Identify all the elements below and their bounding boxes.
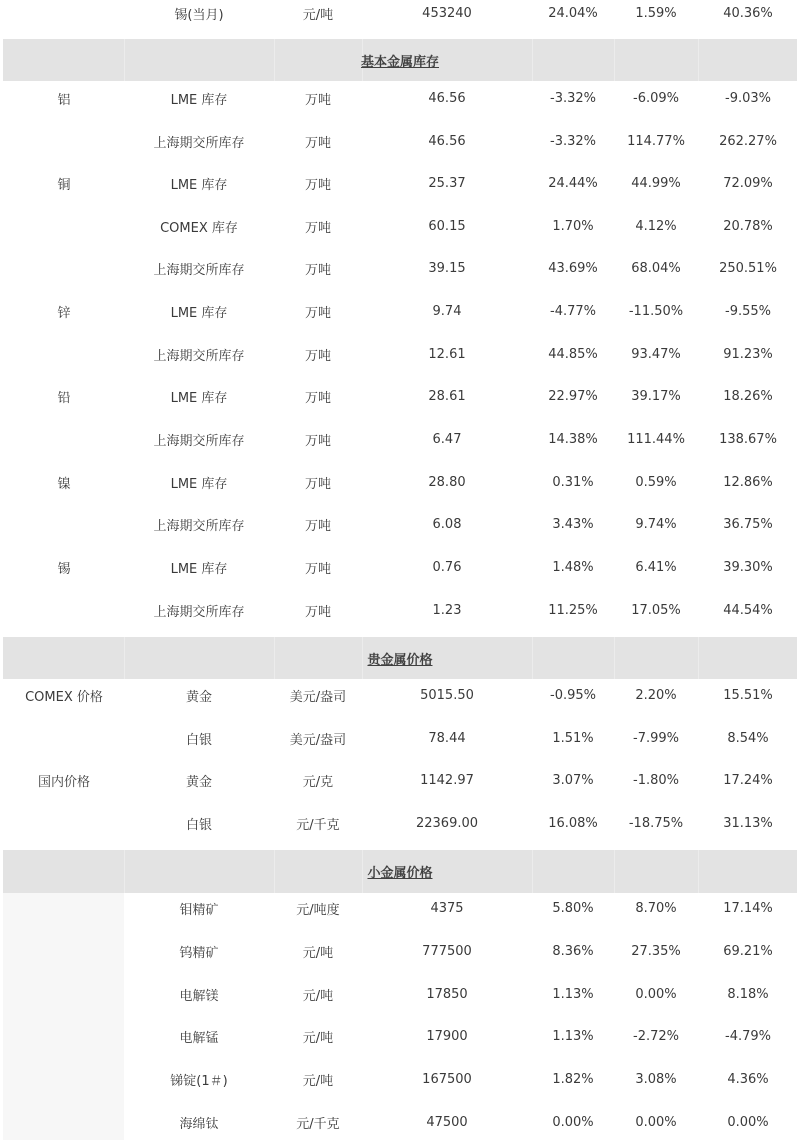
item-cell: 上海期交所库存 [153,135,245,151]
change-1-cell: 44.85% [548,346,598,362]
value-cell: 6.47 [432,431,462,447]
change-2-cell: 27.35% [631,943,681,959]
unit-cell: 元/吨 [302,1030,334,1046]
change-2-cell: 4.12% [635,218,677,234]
change-2-cell: 6.41% [635,559,677,575]
change-2-cell: 9.74% [635,516,677,532]
change-2-cell: 17.05% [631,602,681,618]
change-1-cell: 0.31% [552,474,594,490]
change-1-cell: -4.77% [550,303,596,319]
group-cell: 锡 [57,561,71,577]
change-1-cell: 1.48% [552,559,594,575]
table-row [0,550,803,584]
change-2-cell: 0.59% [635,474,677,490]
value-cell: 5015.50 [420,687,474,703]
table-row [0,891,803,925]
group-cell [4,422,124,456]
change-2-cell: -11.50% [628,303,684,319]
value-cell: 39.15 [428,260,466,276]
table-row [0,166,803,200]
change-1-cell: 24.44% [548,175,598,191]
group-cell: 国内价格 [37,774,90,790]
change-1-cell: -3.32% [550,133,596,149]
change-3-cell: 40.36% [723,5,773,21]
change-3-cell: 20.78% [723,218,773,234]
group-cell [4,337,124,371]
change-2-cell: -1.80% [633,772,679,788]
value-cell: 17850 [426,986,468,1002]
section-header-precious-metals [3,637,797,679]
value-cell: 78.44 [428,730,466,746]
item-cell: 海绵钛 [179,1116,219,1132]
unit-cell: 元/吨度 [296,902,340,918]
value-cell: 17900 [426,1028,468,1044]
change-3-cell: 0.00% [727,1114,769,1130]
minor-metals-left-column [3,893,124,1140]
change-3-cell: 44.54% [723,602,773,618]
change-3-cell: -4.79% [725,1028,771,1044]
table-row [0,721,803,755]
table-row [0,678,803,712]
change-1-cell: -0.95% [550,687,596,703]
value-cell: 777500 [422,943,472,959]
item-cell: 上海期交所库存 [153,604,245,620]
change-2-cell: 0.00% [635,986,677,1002]
unit-cell: 万吨 [304,518,331,534]
table-row [0,337,803,371]
unit-cell: 万吨 [304,476,331,492]
change-1-cell: 1.13% [552,1028,594,1044]
change-2-cell: 68.04% [631,260,681,276]
unit-cell: 万吨 [304,92,331,108]
unit-cell: 元/吨 [302,1073,334,1089]
change-2-cell: 39.17% [631,388,681,404]
change-3-cell: 39.30% [723,559,773,575]
unit-cell: 万吨 [304,177,331,193]
unit-cell: 万吨 [304,305,331,321]
change-3-cell: 17.14% [723,900,773,916]
table-row [0,465,803,499]
change-1-cell: 8.36% [552,943,594,959]
unit-cell: 万吨 [304,262,331,278]
change-3-cell: 69.21% [723,943,773,959]
unit-cell: 万吨 [304,348,331,364]
change-3-cell: 138.67% [719,431,777,447]
change-1-cell: 5.80% [552,900,594,916]
value-cell: 167500 [422,1071,472,1087]
group-cell [4,1105,124,1139]
section-header-base-inventory [3,39,797,81]
change-1-cell: 3.07% [552,772,594,788]
group-cell: 铜 [57,177,71,193]
change-1-cell: 24.04% [548,5,598,21]
group-cell [4,891,124,925]
change-1-cell: 3.43% [552,516,594,532]
change-1-cell: 0.00% [552,1114,594,1130]
change-1-cell: 1.82% [552,1071,594,1087]
group-cell [4,1019,124,1053]
change-1-cell: -3.32% [550,90,596,106]
table-row [0,0,803,26]
table-row [0,251,803,285]
table-row [0,379,803,413]
item-cell: 电解镁 [179,988,219,1004]
unit-cell: 元/克 [302,774,334,790]
value-cell: 28.80 [428,474,466,490]
change-3-cell: 17.24% [723,772,773,788]
table-row [0,507,803,541]
value-cell: 60.15 [428,218,466,234]
item-cell: LME 库存 [170,390,228,406]
group-cell [4,1062,124,1096]
value-cell: 1142.97 [420,772,474,788]
change-3-cell: 250.51% [719,260,777,276]
change-1-cell: 43.69% [548,260,598,276]
change-2-cell: -6.09% [633,90,679,106]
group-cell: 镍 [57,476,71,492]
change-3-cell: 18.26% [723,388,773,404]
table-row [0,806,803,840]
group-cell: 铅 [57,390,71,406]
item-cell: LME 库存 [170,476,228,492]
change-2-cell: 114.77% [627,133,685,149]
unit-cell: 万吨 [304,390,331,406]
change-3-cell: 8.18% [727,986,769,1002]
change-1-cell: 22.97% [548,388,598,404]
value-cell: 46.56 [428,90,466,106]
table-row [0,1062,803,1096]
change-1-cell: 1.70% [552,218,594,234]
change-2-cell: 3.08% [635,1071,677,1087]
change-1-cell: 1.13% [552,986,594,1002]
item-cell: LME 库存 [170,561,228,577]
unit-cell: 万吨 [304,220,331,236]
unit-cell: 万吨 [304,561,331,577]
group-cell [4,251,124,285]
table-row [0,593,803,627]
group-cell [4,0,124,26]
value-cell: 1.23 [432,602,462,618]
item-cell: 黄金 [185,689,212,705]
group-cell [4,721,124,755]
change-3-cell: 12.86% [723,474,773,490]
change-3-cell: -9.03% [725,90,771,106]
table-row [0,81,803,115]
change-2-cell: 8.70% [635,900,677,916]
group-cell [4,124,124,158]
change-1-cell: 11.25% [548,602,598,618]
group-cell: COMEX 价格 [25,689,103,705]
change-3-cell: 91.23% [723,346,773,362]
unit-cell: 万吨 [304,433,331,449]
value-cell: 12.61 [428,346,466,362]
table-row [0,124,803,158]
group-cell [4,593,124,627]
change-2-cell: 1.59% [635,5,677,21]
value-cell: 28.61 [428,388,466,404]
table-row [0,294,803,328]
item-cell: COMEX 库存 [160,220,238,236]
change-2-cell: -18.75% [628,815,684,831]
value-cell: 22369.00 [415,815,479,831]
item-cell: 锡(当月) [174,7,224,23]
item-cell: 上海期交所库存 [153,262,245,278]
unit-cell: 万吨 [304,135,331,151]
change-2-cell: 0.00% [635,1114,677,1130]
table-row [0,209,803,243]
item-cell: LME 库存 [170,177,228,193]
section-title: 贵金属价格 [367,652,433,668]
section-header-minor-metals [3,850,797,893]
change-3-cell: 4.36% [727,1071,769,1087]
item-cell: 上海期交所库存 [153,348,245,364]
value-cell: 47500 [426,1114,468,1130]
change-3-cell: 31.13% [723,815,773,831]
change-2-cell: -2.72% [633,1028,679,1044]
value-cell: 25.37 [428,175,466,191]
item-cell: LME 库存 [170,305,228,321]
value-cell: 453240 [422,5,472,21]
table-row [0,1105,803,1139]
table-row [0,977,803,1011]
table-row [0,1019,803,1053]
change-2-cell: 2.20% [635,687,677,703]
value-cell: 0.76 [432,559,462,575]
group-cell: 铝 [57,92,71,108]
change-3-cell: 262.27% [719,133,777,149]
unit-cell: 美元/盎司 [289,732,347,748]
table-row [0,763,803,797]
value-cell: 9.74 [432,303,462,319]
group-cell: 锌 [57,305,71,321]
change-3-cell: 72.09% [723,175,773,191]
change-2-cell: 111.44% [627,431,685,447]
item-cell: 黄金 [185,774,212,790]
item-cell: 上海期交所库存 [153,518,245,534]
change-3-cell: 36.75% [723,516,773,532]
unit-cell: 元/吨 [302,945,334,961]
change-3-cell: 8.54% [727,730,769,746]
item-cell: 白银 [185,732,212,748]
change-2-cell: 93.47% [631,346,681,362]
unit-cell: 美元/盎司 [289,689,347,705]
group-cell [4,507,124,541]
unit-cell: 元/千克 [296,1116,340,1132]
table-row [0,934,803,968]
item-cell: 钨精矿 [179,945,219,961]
unit-cell: 元/吨 [302,988,334,1004]
change-1-cell: 1.51% [552,730,594,746]
change-1-cell: 16.08% [548,815,598,831]
group-cell [4,209,124,243]
section-title: 小金属价格 [367,866,433,881]
item-cell: 电解锰 [179,1030,219,1046]
section-title: 基本金属库存 [360,54,439,70]
change-3-cell: 15.51% [723,687,773,703]
value-cell: 6.08 [432,516,462,532]
table-row [0,422,803,456]
item-cell: 锑锭(1＃) [170,1073,228,1089]
item-cell: LME 库存 [170,92,228,108]
value-cell: 4375 [430,900,464,916]
value-cell: 46.56 [428,133,466,149]
item-cell: 上海期交所库存 [153,433,245,449]
change-2-cell: -7.99% [633,730,679,746]
change-2-cell: 44.99% [631,175,681,191]
item-cell: 钼精矿 [179,902,219,918]
group-cell [4,934,124,968]
unit-cell: 元/千克 [296,817,340,833]
change-3-cell: -9.55% [725,303,771,319]
unit-cell: 万吨 [304,604,331,620]
group-cell [4,806,124,840]
group-cell [4,977,124,1011]
unit-cell: 元/吨 [302,7,334,23]
change-1-cell: 14.38% [548,431,598,447]
item-cell: 白银 [185,817,212,833]
